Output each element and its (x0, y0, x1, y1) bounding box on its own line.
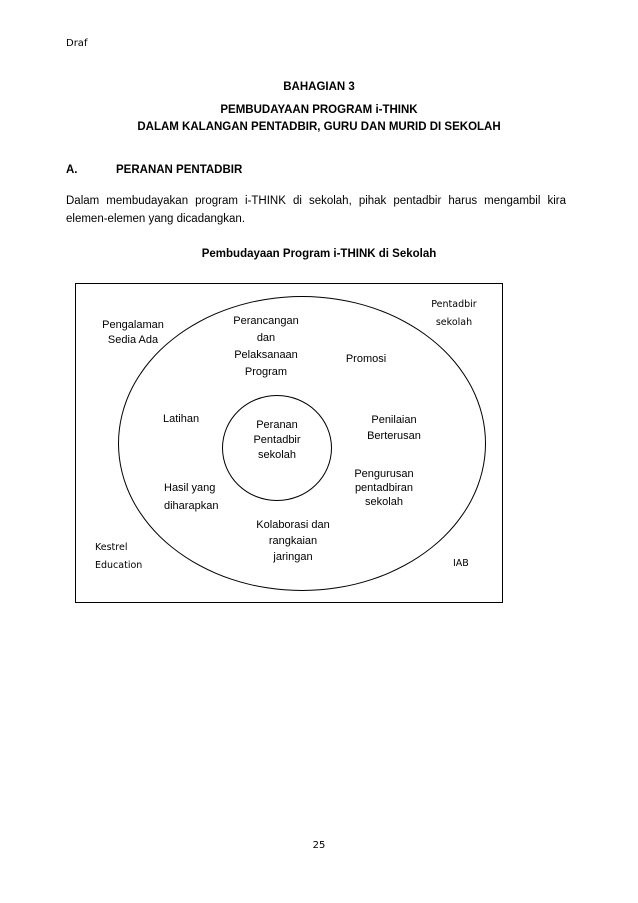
part-heading: BAHAGIAN 3 (283, 81, 355, 93)
page-number: 25 (312, 840, 326, 851)
ring-item-hasil: Hasil yang diharapkan (164, 482, 219, 512)
corner-iab: IAB (453, 558, 469, 569)
draft-label: Draf (66, 38, 88, 49)
ring-item-pengurusan: Pengurusan pentadbiran sekolah (354, 468, 414, 508)
center-label: Peranan Pentadbir sekolah (253, 419, 301, 461)
ring-item-penilaian: Penilaian Berterusan (367, 414, 421, 442)
ring-item-latihan: Latihan (163, 413, 200, 425)
corner-kestrel: Kestrel Education (95, 542, 143, 571)
corner-pengalaman: Pengalaman Sedia Ada (102, 319, 164, 346)
ring-item-promosi: Promosi (345, 353, 387, 365)
corner-pentadbir: Pentadbir sekolah (431, 299, 477, 328)
diagram-title: Pembudayaan Program i-THINK di Sekolah (201, 248, 437, 260)
title-line-1: PEMBUDAYAAN PROGRAM i-THINK (220, 104, 418, 116)
ring-item-perancangan: Perancangan dan Pelaksanaan Program (233, 315, 299, 378)
ring-item-kolaborasi: Kolaborasi dan rangkaian jaringan (256, 519, 330, 563)
title-line-2: DALAM KALANGAN PENTADBIR, GURU DAN MURID DI SEKOLAH (137, 121, 501, 133)
section-letter: A. (66, 164, 78, 176)
section-paragraph: Dalam membudayakan program i-THINK di sekolah, pihak pentadbir harus mengambil kira elemen-elemen yang dicadangkan. (66, 195, 566, 225)
section-title: PERANAN PENTADBIR (116, 164, 243, 176)
